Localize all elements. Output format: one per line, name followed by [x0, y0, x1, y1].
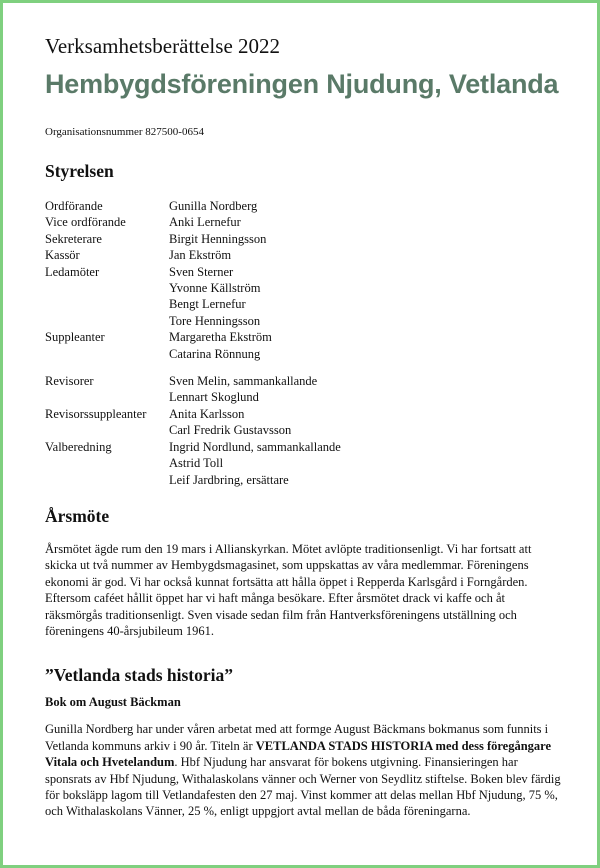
board-role [45, 296, 169, 312]
board-row [45, 280, 565, 296]
board-row [45, 214, 565, 230]
board-member-name: Sven Sterner [169, 264, 234, 279]
organization-number: Organisationsnummer 827500-0654 [45, 126, 204, 138]
history-heading: ”Vetlanda stads historia” [45, 665, 233, 686]
board-row [45, 455, 565, 471]
meeting-paragraph: Årsmötet ägde rum den 19 mars i Allianskyrkan. Mötet avlöpte traditionsenligt. Vi har fortsatt att skicka ut två nummer av Hembygdsmagasinet, som uppskattas av våra medlemmar. Föreningens ekonomi är god. Vi har också kunnat fortsätta att hålla öppet i Repperda Karlsgård i Forngården. Eftersom caféet hållit öppet har vi haft många besökare. Efter årsmötet drack vi kaffe och åt räksmörgås traditionsenligt. Sven visade sedan film från Hantverksföreningens utställning och föreningens 40-årsjubileum 1961. [45, 541, 532, 638]
board-role: Ledamöter [45, 264, 100, 279]
board-member-name: Leif Jardbring, ersättare [169, 472, 289, 487]
board-member-name: Catarina Rönnung [169, 346, 261, 361]
board-row [45, 346, 565, 362]
board-member-name: Carl Fredrik Gustavsson [169, 423, 292, 438]
board-member-name: Ingrid Nordlund, sammankallande [169, 439, 341, 454]
board-row [45, 422, 565, 438]
history-book-title: VETLANDA STADS HISTORIA med dess föregångare Vitala och Hvetelandum [45, 738, 552, 770]
board-row [45, 198, 565, 214]
history-subheading: Bok om August Bäckman [45, 695, 181, 710]
board-member-name: Anita Karlsson [169, 406, 245, 421]
board-list [45, 198, 565, 488]
board-member-name: Lennart Skoglund [169, 390, 259, 405]
board-member-name: Sven Melin, sammankallande [169, 374, 318, 389]
board-row [45, 296, 565, 312]
document-title: Verksamhetsberättelse 2022 [45, 34, 281, 58]
history-text-part1: Gunilla Nordberg har under våren arbetat med att formge August Bäckmans bokmanus som funnits i Vetlanda kommuns arkiv i 90 år. Titeln är [45, 722, 549, 753]
board-member-name: Tore Henningsson [169, 313, 261, 328]
board-member-name: Anki Lernefur [169, 215, 241, 230]
board-role: Revisorer [45, 374, 94, 389]
board-row [45, 247, 565, 263]
board-role [45, 472, 169, 488]
board-heading: Styrelsen [45, 161, 114, 181]
board-role: Suppleanter [45, 330, 105, 345]
board-member-name: Gunilla Nordberg [169, 199, 258, 213]
board-role: Revisorssuppleanter [45, 406, 147, 421]
board-group-gap [45, 362, 565, 373]
board-role: Vice ordförande [45, 215, 126, 230]
board-row [45, 406, 565, 422]
board-member-name: Astrid Toll [169, 456, 224, 471]
board-role [45, 389, 169, 405]
meeting-heading: Årsmöte [45, 505, 110, 526]
board-role: Sekreterare [45, 231, 102, 246]
board-role [45, 422, 169, 438]
board-row [45, 389, 565, 405]
board-row [45, 264, 565, 280]
board-member-name: Jan Ekström [169, 248, 232, 263]
board-row [45, 231, 565, 247]
history-paragraph [45, 721, 565, 819]
board-member-name: Birgit Henningsson [169, 231, 267, 246]
board-role: Valberedning [45, 439, 112, 454]
board-row [45, 472, 565, 488]
board-role [45, 280, 169, 296]
document-content [45, 33, 565, 820]
board-member-name: Margaretha Ekström [169, 330, 272, 345]
board-role: Ordförande [45, 199, 103, 213]
history-text-part2: . Hbf Njudung har ansvarat för bokens utgivning. Finansieringen har sponsrats av Hbf Njudung, Withalaskolans vänner och Werner von Seydlitz stiftelse. Boken blev färdig för boksläpp lagom till Vetlandafesten den 27 maj. Vinst kommer att delas mellan Hbf Njudung, 75 %, och Withalaskolans Vänner, 25 %, enligt uppgjort avtal mellan de båda föreningarna. [45, 755, 561, 819]
board-row [45, 313, 565, 329]
board-role: Kassör [45, 248, 80, 263]
board-role [45, 313, 169, 329]
board-row [45, 439, 565, 455]
organization-name: Hembygdsföreningen Njudung, Vetlanda [45, 69, 559, 99]
board-member-name: Yvonne Källström [169, 281, 261, 296]
board-role [45, 455, 169, 471]
board-row [45, 373, 565, 389]
board-row [45, 329, 565, 345]
board-member-name: Bengt Lernefur [169, 297, 246, 312]
board-role [45, 346, 169, 362]
